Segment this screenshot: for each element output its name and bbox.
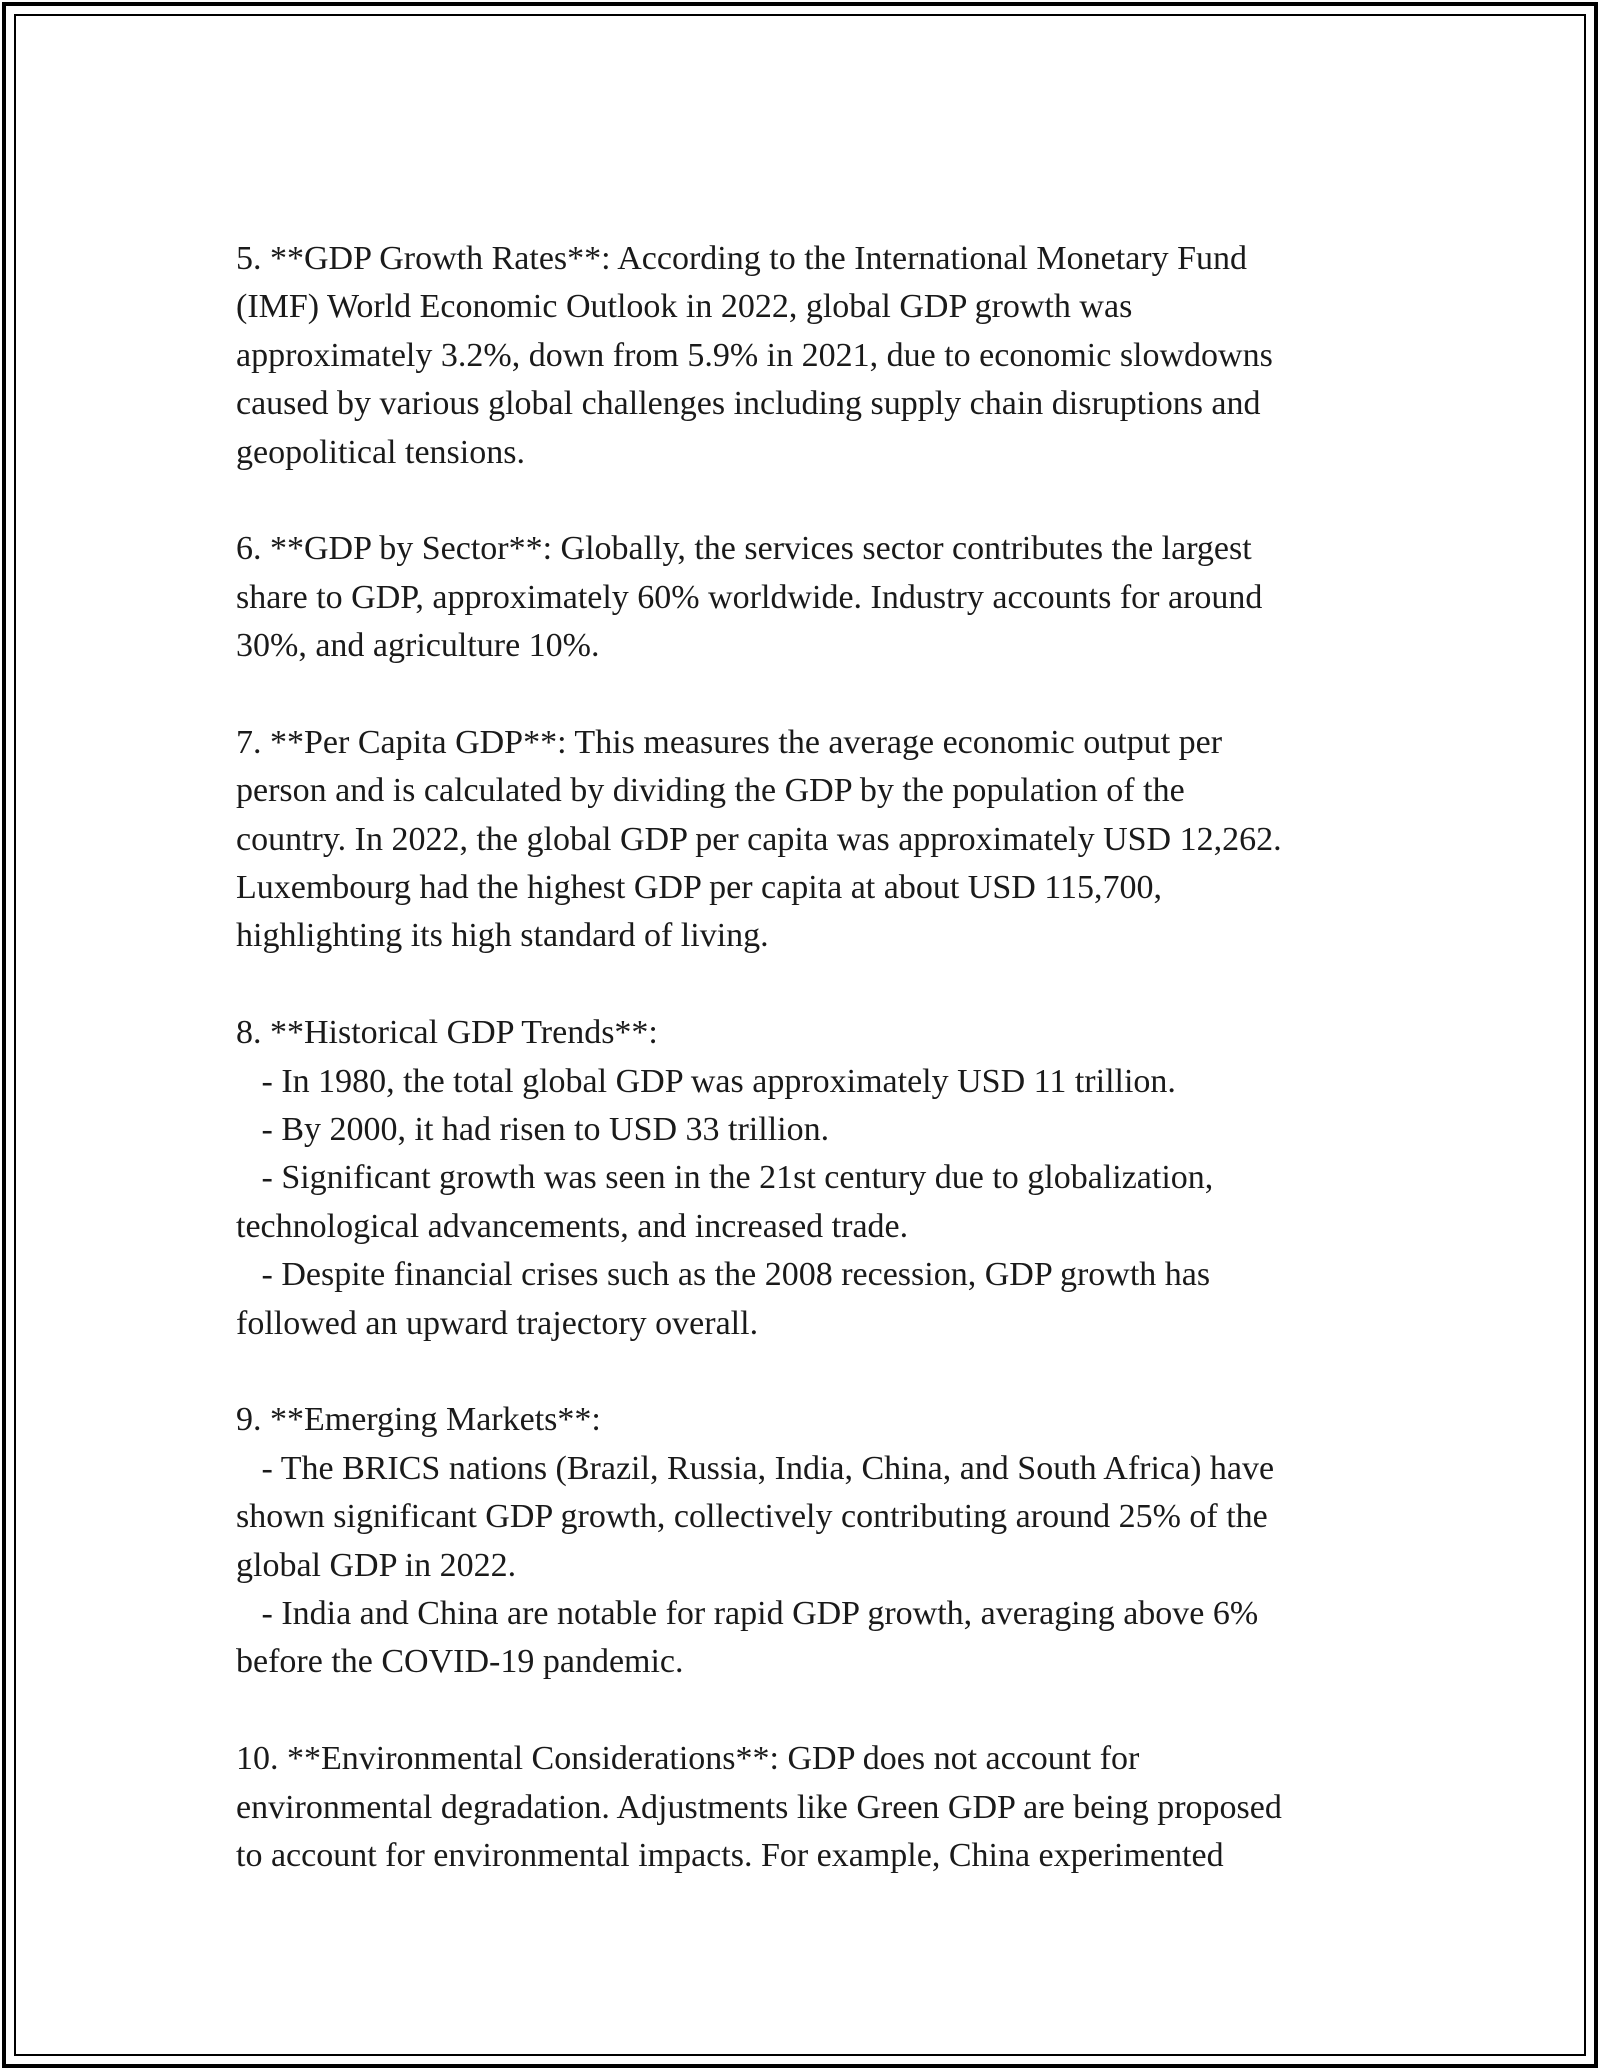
text-line: approximately 3.2%, down from 5.9% in 2021, due to economic slowdowns [236, 336, 1273, 374]
text-line: Luxembourg had the highest GDP per capita at about USD 115,700, [236, 869, 1163, 907]
section-gdp-growth-rates [236, 235, 1396, 477]
text-line: shown significant GDP growth, collectively contributing around 25% of the [236, 1498, 1268, 1536]
text-line: 5. **GDP Growth Rates**: According to the International Monetary Fund [236, 240, 1248, 277]
paragraph-gap [236, 1348, 1396, 1396]
text-line: - The BRICS nations (Brazil, Russia, India, China, and South Africa) have [236, 1449, 1275, 1487]
section-environmental-considerations [236, 1735, 1396, 1880]
text-line: geopolitical tensions. [236, 433, 525, 471]
text-line: - India and China are notable for rapid GDP growth, averaging above 6% [236, 1594, 1259, 1632]
text-line: country. In 2022, the global GDP per capita was approximately USD 12,262. [236, 820, 1282, 858]
text-line: environmental degradation. Adjustments like Green GDP are being proposed [236, 1788, 1282, 1826]
section-per-capita-gdp [236, 719, 1396, 961]
text-line: followed an upward trajectory overall. [236, 1304, 759, 1342]
text-line: - Despite financial crises such as the 2008 recession, GDP growth has [236, 1256, 1211, 1294]
paragraph-gap [236, 1687, 1396, 1735]
section-historical-gdp-trends [236, 1009, 1396, 1348]
text-line: 9. **Emerging Markets**: [236, 1401, 601, 1439]
text-line: - By 2000, it had risen to USD 33 trillion. [236, 1111, 830, 1149]
text-line: to account for environmental impacts. For example, China experimented [236, 1836, 1224, 1874]
text-line: person and is calculated by dividing the GDP by the population of the [236, 772, 1185, 810]
text-line: highlighting its high standard of living. [236, 917, 769, 955]
text-line: (IMF) World Economic Outlook in 2022, global GDP growth was [236, 288, 1133, 326]
text-line: global GDP in 2022. [236, 1546, 517, 1584]
text-line: 7. **Per Capita GDP**: This measures the average economic output per [236, 723, 1223, 761]
text-line: technological advancements, and increased trade. [236, 1207, 909, 1245]
paragraph-gap [236, 671, 1396, 719]
text-line: 30%, and agriculture 10%. [236, 627, 600, 665]
text-line: - Significant growth was seen in the 21st century due to globalization, [236, 1159, 1214, 1197]
text-line: 8. **Historical GDP Trends**: [236, 1014, 658, 1052]
text-line: 10. **Environmental Considerations**: GDP does not account for [236, 1740, 1140, 1778]
paragraph-gap [236, 477, 1396, 525]
section-emerging-markets [236, 1396, 1396, 1686]
text-line: before the COVID-19 pandemic. [236, 1643, 684, 1681]
text-line: 6. **GDP by Sector**: Globally, the services sector contributes the largest [236, 530, 1252, 568]
document-body [236, 235, 1396, 1880]
paragraph-gap [236, 961, 1396, 1009]
section-gdp-by-sector [236, 525, 1396, 670]
text-line: caused by various global challenges including supply chain disruptions and [236, 385, 1261, 423]
text-line: - In 1980, the total global GDP was approximately USD 11 trillion. [236, 1062, 1176, 1100]
text-line: share to GDP, approximately 60% worldwide. Industry accounts for around [236, 578, 1263, 616]
